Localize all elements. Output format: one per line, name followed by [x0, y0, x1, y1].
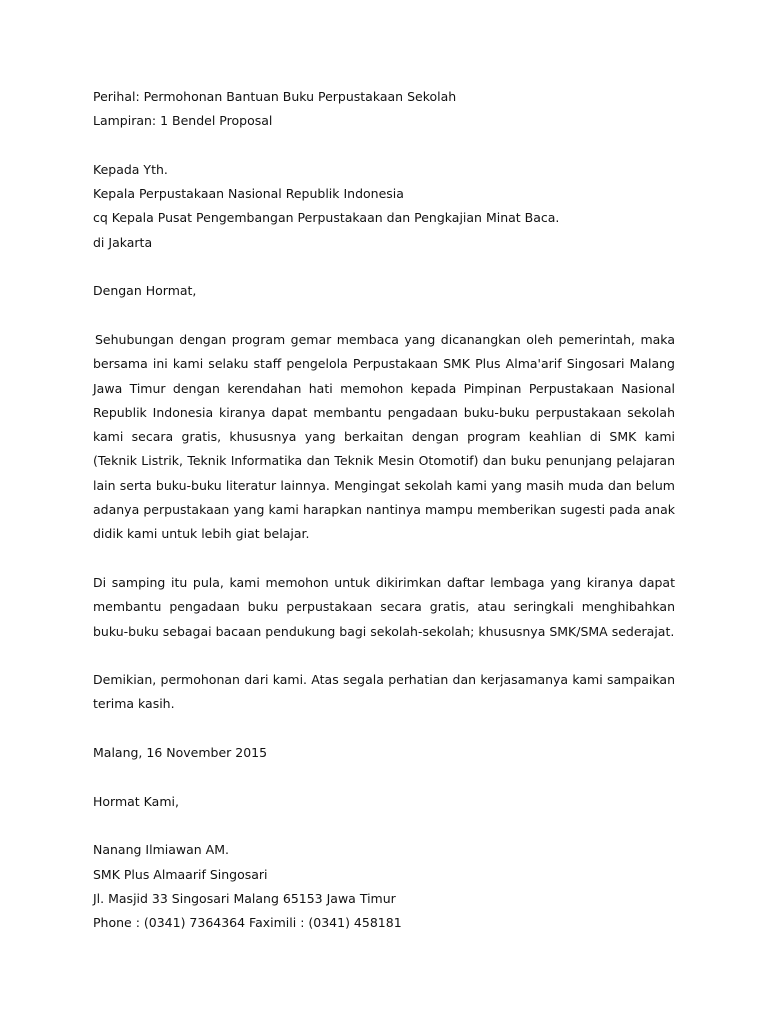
recipient-line-2: cq Kepala Pusat Pengembangan Perpustakaan dan Pengkajian Minat Baca.: [93, 210, 560, 226]
place-date: Malang, 16 November 2015: [93, 745, 268, 761]
spacer: [93, 547, 675, 571]
recipient-salutation: Kepada Yth.: [93, 161, 168, 177]
attachment-line: Lampiran: 1 Bendel Proposal: [93, 113, 273, 129]
body-paragraph-3: Demikian, permohonan dari kami. Atas segala perhatian dan kerjasamanya kami sampaikan terima kasih.: [93, 672, 675, 712]
greeting: Dengan Hormat,: [93, 283, 197, 299]
signatory-name: Nanang Ilmiawan AM.: [93, 842, 229, 858]
recipient-line-1: Kepala Perpustakaan Nasional Republik Indonesia: [93, 186, 404, 202]
spacer: [93, 717, 675, 741]
signatory-school: SMK Plus Almaarif Singosari: [93, 866, 268, 882]
closing-regards: Hormat Kami,: [93, 793, 179, 809]
spacer: [93, 814, 675, 838]
letter-content: [93, 85, 675, 935]
spacer: [93, 304, 675, 328]
signatory-contact: Phone : (0341) 7364364 Faximili : (0341) 458181: [93, 915, 402, 931]
body-paragraph-2: Di samping itu pula, kami memohon untuk dikirimkan daftar lembaga yang kiranya dapat membantu pengadaan buku perpustakaan secara gratis, atau seringkali menghibahkan buku-buku sebagai bacaan pendukung bagi sekolah-sekolah; khususnya SMK/SMA sederajat.: [93, 574, 675, 639]
subject-line: Perihal: Permohonan Bantuan Buku Perpustakaan Sekolah: [93, 89, 457, 104]
spacer: [93, 644, 675, 668]
body-paragraph-1: Sehubungan dengan program gemar membaca yang dicanangkan oleh pemerintah, maka bersama ini kami selaku staff pengelola Perpustakaan SMK Plus Alma'arif Singosari Malang Jawa Timur dengan kerendahan hati memohon kepada Pimpinan Perpustakaan Nasional Republik Indonesia kiranya dapat membantu pengadaan buku-buku perpustakaan sekolah kami secara gratis, khususnya yang berkaitan dengan program keahlian di SMK kami (Teknik Listrik, Teknik Informatika dan Teknik Mesin Otomotif) dan buku penunjang pelajaran lain serta buku-buku literatur lainnya. Mengingat sekolah kami yang masih muda dan belum adanya perpustakaan yang kami harapkan nantinya mampu memberikan sugesti pada anak didik kami untuk lebih giat belajar.: [93, 331, 675, 542]
signatory-address: Jl. Masjid 33 Singosari Malang 65153 Jawa Timur: [93, 890, 396, 906]
spacer: [93, 255, 675, 279]
spacer: [93, 765, 675, 789]
spacer: [93, 134, 675, 158]
recipient-line-3: di Jakarta: [93, 234, 153, 250]
